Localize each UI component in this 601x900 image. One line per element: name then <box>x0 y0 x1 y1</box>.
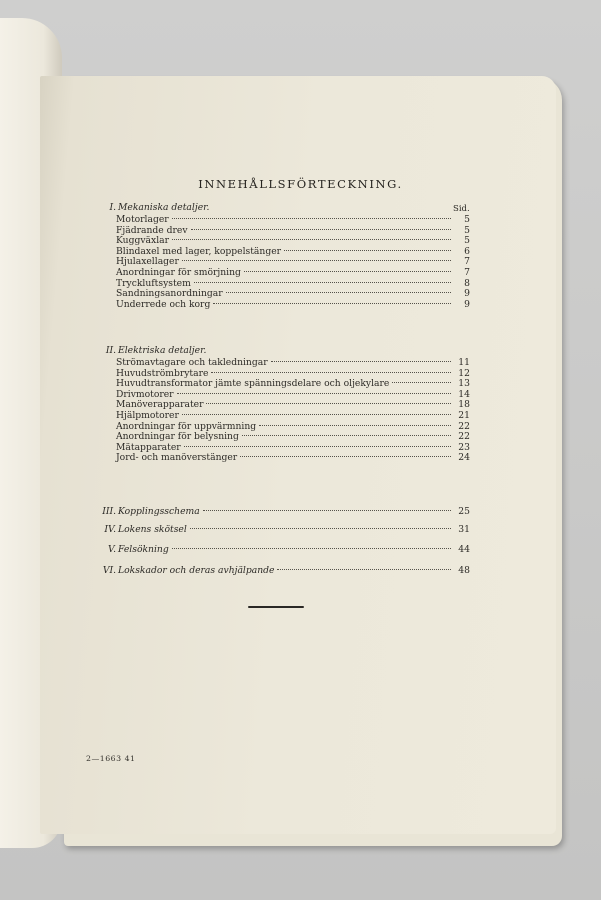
page-number: 22 <box>458 431 470 443</box>
entry-label: Motorlager <box>116 214 169 225</box>
page-number: 21 <box>458 410 470 421</box>
dot-leader <box>184 446 451 447</box>
page-number: 6 <box>464 245 470 257</box>
page-number: 14 <box>458 388 470 400</box>
page-number: 11 <box>458 357 470 368</box>
page-number: 9 <box>464 288 470 300</box>
section-label: Mekaniska detaljer. <box>118 202 210 213</box>
dot-leader <box>284 250 451 251</box>
dot-leader <box>191 229 451 230</box>
entry-label: Drivmotorer <box>116 388 174 400</box>
entry-label: Blindaxel med lager, koppelstänger <box>116 245 282 257</box>
dot-leader <box>211 372 451 373</box>
entry-label: Tryckluftsystem <box>116 277 191 289</box>
toc-section-row <box>104 524 470 536</box>
page-number: 8 <box>464 277 470 289</box>
dot-leader <box>226 292 451 293</box>
dot-leader <box>242 435 451 436</box>
section-number: VI. <box>102 565 116 576</box>
entry-label: Strömavtagare och takledningar <box>116 357 268 368</box>
dot-leader <box>182 414 451 415</box>
entry-label: Hjulaxellager <box>116 256 179 268</box>
entry-label: Fjädrande drev <box>116 224 188 236</box>
toc-section-row <box>108 544 470 556</box>
dot-leader <box>182 260 451 261</box>
page-number: 24 <box>458 452 470 464</box>
section-label: Kopplingsschema <box>118 506 200 517</box>
dot-leader <box>213 303 451 304</box>
page-number: 44 <box>458 544 470 555</box>
page-number: 7 <box>464 256 470 268</box>
toc-section-row <box>105 345 470 357</box>
section-number: I. <box>109 202 116 213</box>
entry-label: Jord- och manöverstänger <box>116 452 238 464</box>
page-number: 48 <box>458 565 470 576</box>
page-number: 9 <box>464 298 470 310</box>
dot-leader <box>190 528 451 529</box>
entry-label: Kuggväxlar <box>116 235 169 247</box>
page-number: 5 <box>464 224 470 236</box>
toc-entry-row <box>116 299 470 311</box>
section-number: IV. <box>104 524 116 535</box>
toc-entry-row <box>116 452 470 464</box>
page-number: 7 <box>464 267 470 278</box>
section-label: Felsökning <box>118 544 169 555</box>
page-number: 25 <box>458 506 470 517</box>
entry-label: Huvudtransformator jämte spänningsdelare och oljekylare <box>116 378 390 390</box>
page-number: 5 <box>464 214 470 225</box>
page-number: 12 <box>458 367 470 379</box>
section-label: Lokskador och deras avhjälpande <box>118 565 275 576</box>
dot-leader <box>172 218 451 219</box>
section-label: Lokens skötsel <box>118 524 187 535</box>
dot-leader <box>392 382 451 383</box>
dot-leader <box>203 510 451 511</box>
page-number: 22 <box>458 420 470 432</box>
page-number: 13 <box>458 378 470 390</box>
dot-leader <box>271 361 451 362</box>
entry-label: Mätapparater <box>116 441 181 453</box>
section-number: III. <box>102 506 116 517</box>
print-code: 2—1663 41 <box>86 754 136 763</box>
dot-leader <box>259 425 451 426</box>
dot-leader <box>172 548 451 549</box>
toc-section-row <box>102 506 470 518</box>
page-number: 31 <box>458 524 470 535</box>
section-number: II. <box>105 345 116 356</box>
page-number: 18 <box>458 399 470 411</box>
page-number: 5 <box>464 235 470 247</box>
entry-label: Manöverapparater <box>116 399 204 411</box>
dot-leader <box>177 393 451 394</box>
dot-leader <box>206 403 451 404</box>
toc-title: INNEHÅLLSFÖRTECKNING. <box>198 177 403 191</box>
entry-label: Anordningar för smörjning <box>116 267 241 278</box>
entry-label: Anordningar för belysning <box>116 431 239 443</box>
section-number: V. <box>108 544 116 555</box>
dot-leader <box>172 239 451 240</box>
toc-section-row <box>102 565 470 577</box>
dot-leader <box>240 456 451 457</box>
dot-leader <box>244 271 451 272</box>
entry-label: Hjälpmotorer <box>116 410 179 421</box>
separator-rule <box>248 606 304 608</box>
dot-leader <box>277 569 451 570</box>
entry-label: Huvudströmbrytare <box>116 367 209 379</box>
dot-leader <box>194 282 451 283</box>
section-label: Elektriska detaljer. <box>118 345 207 356</box>
page-number: 23 <box>458 441 470 453</box>
entry-label: Sandningsanordningar <box>116 288 223 300</box>
entry-label: Anordningar för uppvärmning <box>116 420 257 432</box>
toc-section-row <box>109 202 470 214</box>
entry-label: Underrede och korg <box>116 298 211 310</box>
page-column-label: Sid. <box>453 204 470 214</box>
